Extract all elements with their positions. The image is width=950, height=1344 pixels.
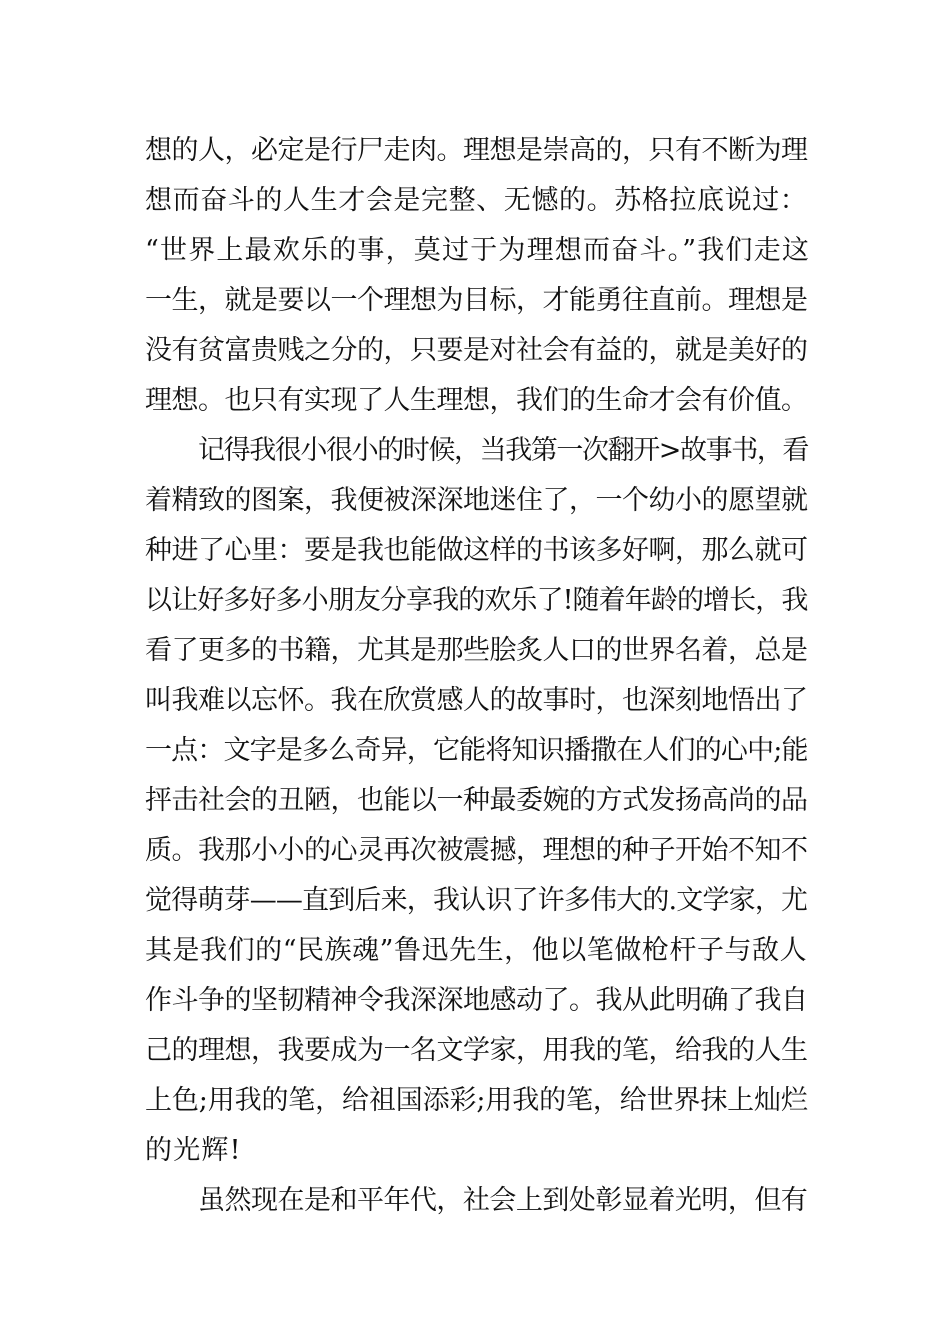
text-line: 觉得萌芽——直到后来，我认识了许多伟大的.文学家，尤 — [145, 885, 808, 916]
text-line: 看了更多的书籍，尤其是那些脍炙人口的世界名着，总是 — [145, 635, 808, 666]
text-line: 着精致的图案，我便被深深地迷住了，一个幼小的愿望就 — [145, 485, 808, 516]
text-line: 没有贫富贵贱之分的，只要是对社会有益的，就是美好的 — [145, 335, 808, 366]
text-line: 叫我难以忘怀。我在欣赏感人的故事时，也深刻地悟出了 — [145, 685, 808, 716]
text-line: 一点：文字是多么奇异，它能将知识播撒在人们的心中;能 — [145, 735, 808, 766]
text-line: 以让好多好多小朋友分享我的欢乐了!随着年龄的增长，我 — [145, 585, 808, 616]
text-line: 想的人，必定是行尸走肉。理想是崇高的，只有不断为理 — [145, 135, 808, 166]
text-line: 其是我们的“民族魂”鲁迅先生，他以笔做枪杆子与敌人 — [145, 935, 808, 966]
text-line: 想而奋斗的人生才会是完整、无憾的。苏格拉底说过： — [145, 185, 808, 216]
text-line: 一生，就是要以一个理想为目标，才能勇往直前。理想是 — [145, 285, 808, 316]
text-line: 己的理想，我要成为一名文学家，用我的笔，给我的人生 — [145, 1035, 808, 1066]
paragraph-first-line: 记得我很小很小的时候，当我第一次翻开>故事书，看 — [198, 435, 809, 466]
text-line: 质。我那小小的心灵再次被震撼，理想的种子开始不知不 — [145, 835, 808, 866]
text-line: 理想。也只有实现了人生理想，我们的生命才会有价值。 — [145, 385, 808, 416]
text-line: 作斗争的坚韧精神令我深深地感动了。我从此明确了我自 — [145, 985, 808, 1016]
paragraph-first-line: 虽然现在是和平年代，社会上到处彰显着光明，但有 — [198, 1185, 808, 1216]
text-line: “世界上最欢乐的事，莫过于为理想而奋斗。”我们走这 — [145, 235, 810, 266]
text-line: 抨击社会的丑陋，也能以一种最委婉的方式发扬高尚的品 — [145, 785, 808, 816]
text-line: 上色;用我的笔，给祖国添彩;用我的笔，给世界抹上灿烂 — [145, 1085, 808, 1116]
text-line: 种进了心里：要是我也能做这样的书该多好啊，那么就可 — [145, 535, 808, 566]
text-line: 的光辉! — [145, 1135, 242, 1166]
